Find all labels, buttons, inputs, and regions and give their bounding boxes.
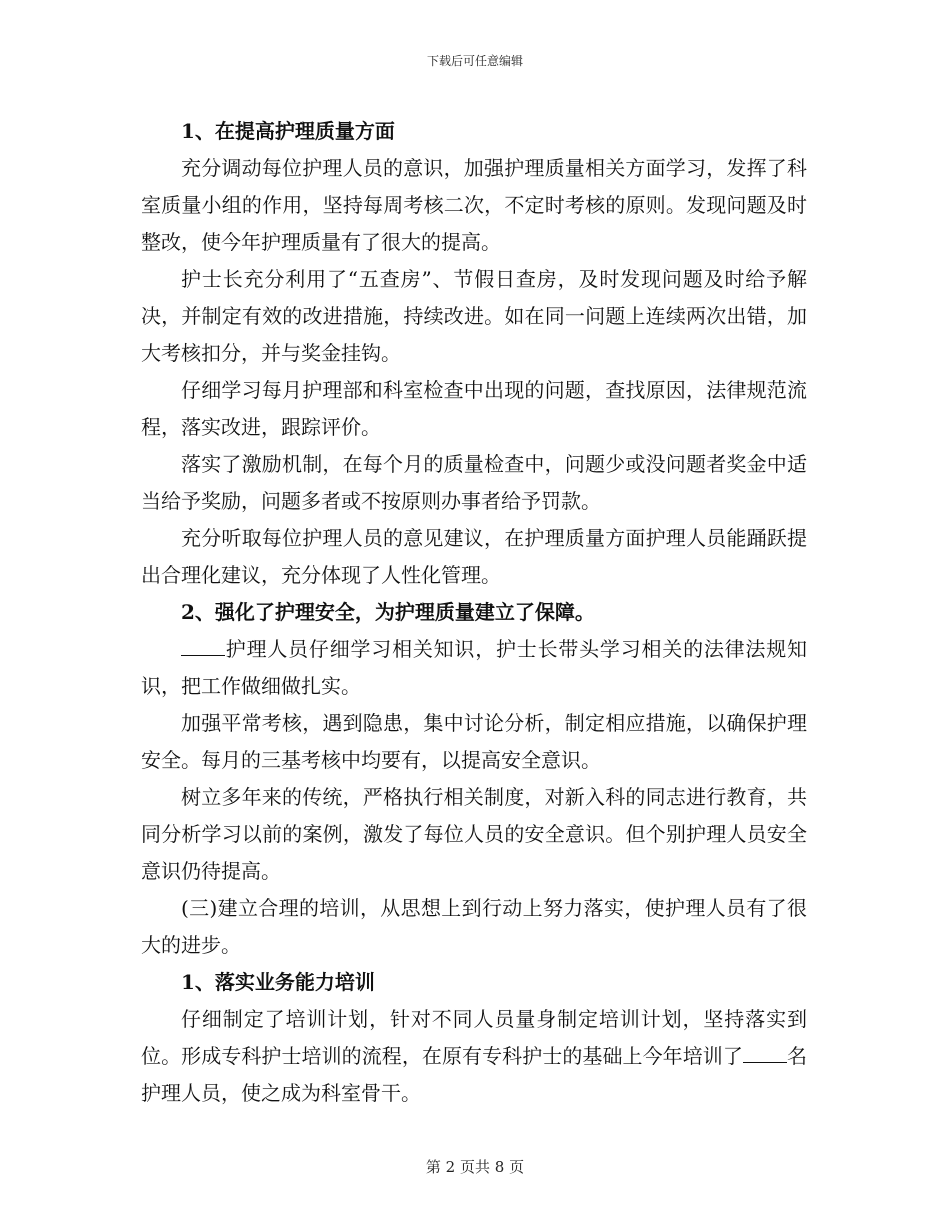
page-footer: 第 2 页共 8 页: [425, 1158, 525, 1176]
paragraph-text: 仔细制定了培训计划，针对不同人员量身制定培训计划，坚持落实到位。形成专科护士培训的流程，在原有专科护士的基础上今年培训了: [141, 1007, 807, 1068]
paragraph: 落实了激励机制，在每个月的质量检查中，问题少或没问题者奖金中适当给予奖励，问题多者或不按原则办事者给予罚款。: [141, 452, 807, 513]
paragraph: 树立多年来的传统，严格执行相关制度，对新入科的同志进行教育，共同分析学习以前的案例，激发了每位人员的安全意识。但个别护理人员安全意识仍待提高。: [141, 785, 807, 883]
paragraph: (三)建立合理的培训，从思想上到行动上努力落实，使护理人员有了很大的进步。: [141, 896, 807, 957]
section-heading: 1、落实业务能力培训: [181, 970, 375, 994]
fill-in-blank: [743, 1040, 787, 1063]
paragraph-text: 名护理人员，使之成为科室骨干。: [141, 1044, 808, 1105]
paragraph: 充分调动每位护理人员的意识，加强护理质量相关方面学习，发挥了科室质量小组的作用，坚持每周考核二次，不定时考核的原则。发现问题及时整改，使今年护理质量有了很大的提高。: [141, 156, 807, 254]
section-heading: 1、在提高护理质量方面: [181, 119, 395, 143]
page-header: 下载后可任意编辑: [426, 54, 523, 68]
paragraph: 仔细学习每月护理部和科室检查中出现的问题，查找原因，法律规范流程，落实改进，跟踪评价。: [141, 378, 807, 439]
paragraph: [141, 1001, 807, 1112]
paragraph: [141, 631, 807, 705]
paragraph: 充分听取每位护理人员的意见建议，在护理质量方面护理人员能踊跃提出合理化建议，充分体现了人性化管理。: [141, 526, 807, 587]
fill-in-blank: [181, 633, 225, 656]
paragraph: 护士长充分利用了“五查房”、节假日查房，及时发现问题及时给予解决，并制定有效的改进措施，持续改进。如在同一问题上连续两次出错，加大考核扣分，并与奖金挂钩。: [141, 267, 807, 365]
section-heading: 2、强化了护理安全，为护理质量建立了保障。: [181, 600, 595, 624]
paragraph-text: 护理人员仔细学习相关知识，护士长带头学习相关的法律法规知识，把工作做细做扎实。: [141, 637, 807, 698]
document-body: [141, 113, 807, 1112]
paragraph: 加强平常考核，遇到隐患，集中讨论分析，制定相应措施，以确保护理安全。每月的三基考核中均要有，以提高安全意识。: [141, 711, 807, 772]
